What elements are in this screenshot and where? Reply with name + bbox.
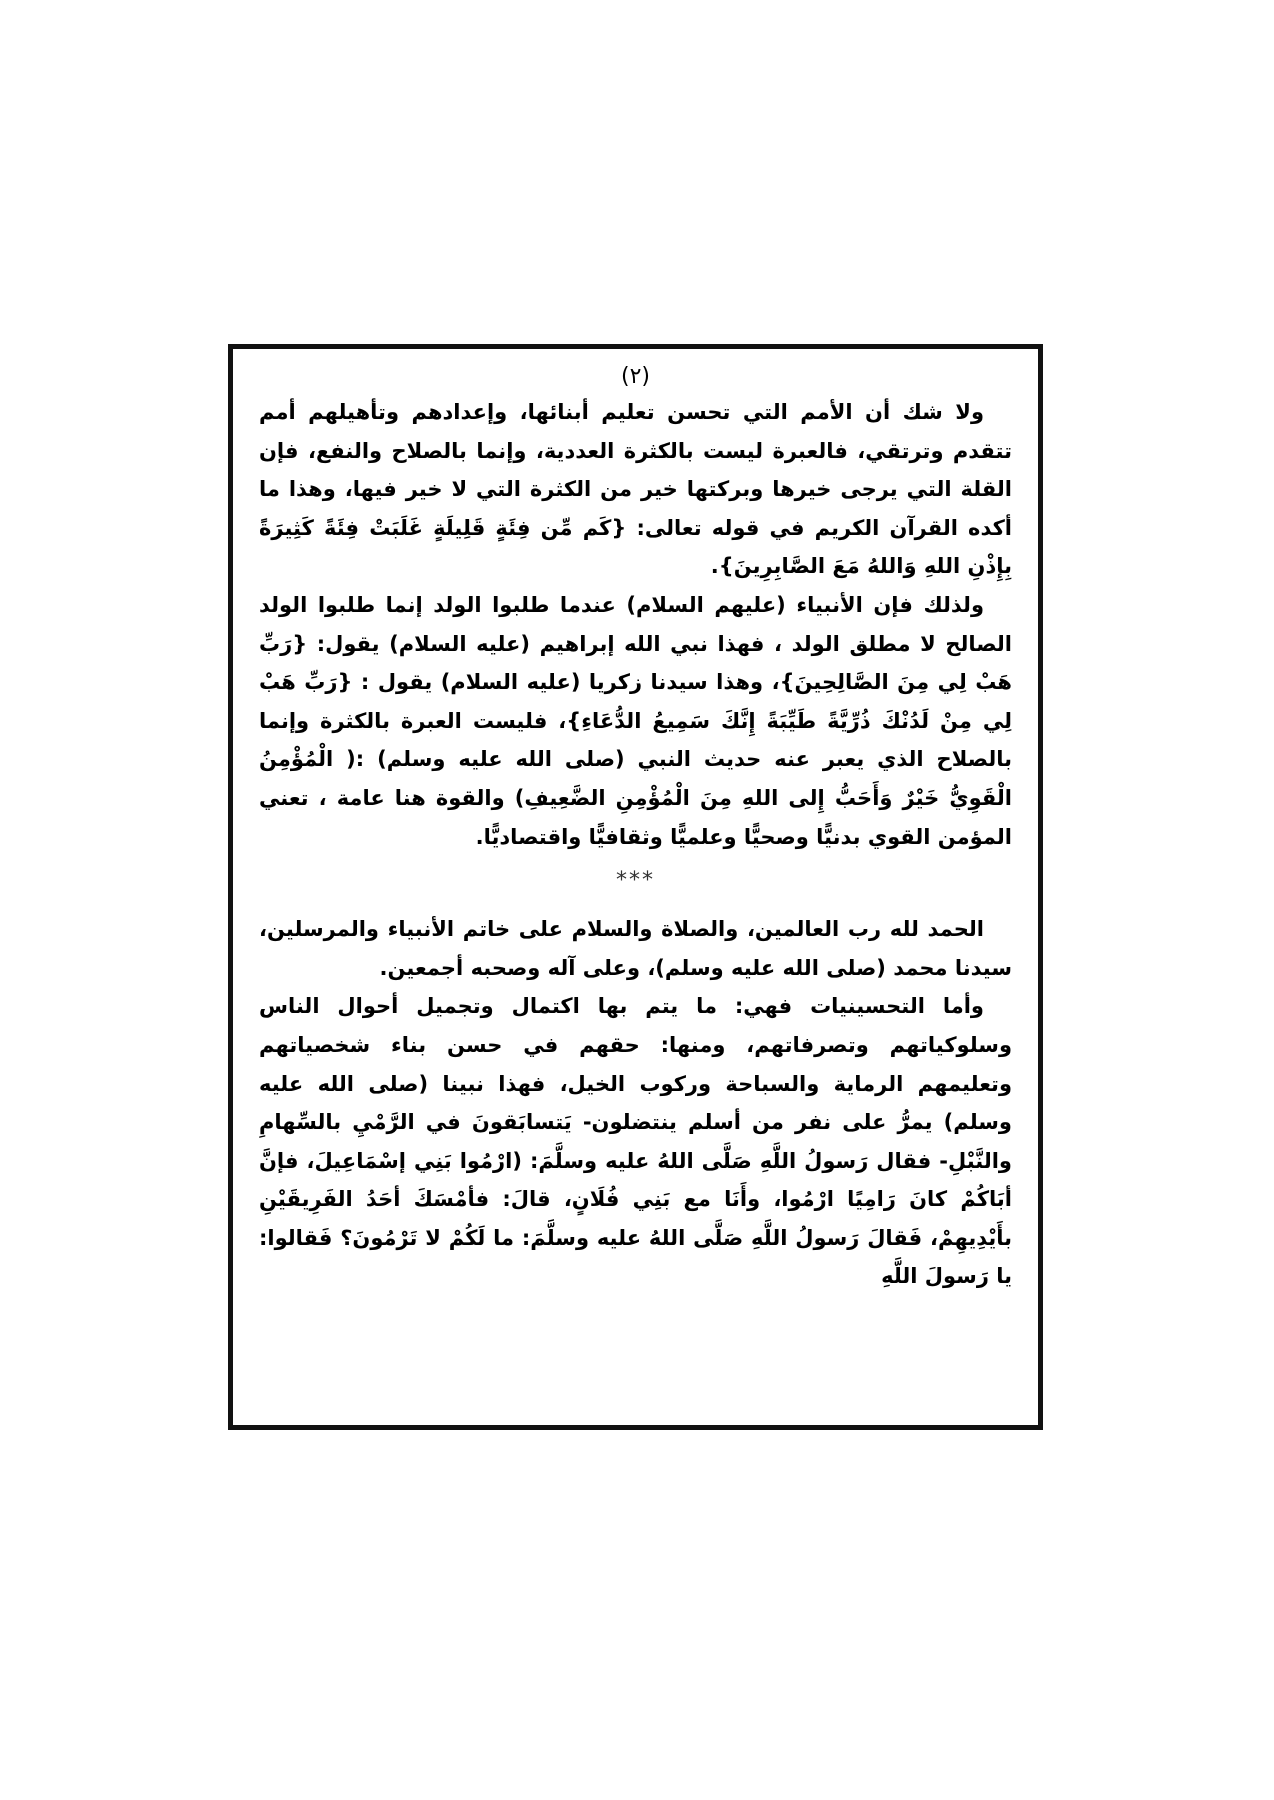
page-number: (٢): [620, 364, 650, 389]
paragraph-2: [259, 586, 1012, 856]
paragraph-1-text: ولا شك أن الأمم التي تحسن تعليم أبنائها، وإعدادهم وتأهيلهم أمم تتقدم وترتقي، فالعبرة ليست بالكثرة العددية، وإنما بالصلاح والنفع، فإن القلة التي يرجى خيرها وبركتها خير من الكثرة التي لا خير فيها، وهذا ما أكده القرآن الكريم في قوله تعالى: {كَم مِّن فِئَةٍ قَلِيلَةٍ غَلَبَتْ فِئَةً كَثِيرَةً بِإِذْنِ اللهِ وَاللهُ مَعَ الصَّابِرِينَ}.: [259, 400, 1012, 579]
paragraph-4: [259, 987, 1012, 1296]
paragraph-2-text: ولذلك فإن الأنبياء (عليهم السلام) عندما طلبوا الولد إنما طلبوا الولد الصالح لا مطلق الولد ، فهذا نبي الله إبراهيم (عليه السلام) يقول: {رَبِّ هَبْ لِي مِنَ الصَّالِحِينَ}، وهذا سيدنا زكريا (عليه السلام) يقول : {رَبِّ هَبْ لِي مِنْ لَدُنْكَ ذُرِّيَّةً طَيِّبَةً إِنَّكَ سَمِيعُ الدُّعَاءِ}، فليست العبرة بالكثرة وإنما بالصلاح الذي يعبر عنه حديث النبي (صلى الله عليه وسلم) :( الْمُؤْمِنُ الْقَوِيُّ خَيْرٌ وَأَحَبُّ إِلى اللهِ مِنَ الْمُؤْمِنِ الضَّعِيفِ) والقوة هنا عامة ، تعني المؤمن القوي بدنيًّا وصحيًّا وعلميًّا وثقافيًّا واقتصاديًّا.: [259, 592, 1012, 849]
page-frame: [228, 344, 1043, 1430]
paragraph-1: [259, 393, 1012, 586]
paragraph-3: [259, 910, 1012, 987]
paragraph-4-text: وأما التحسينيات فهي: ما يتم بها اكتمال وتجميل أحوال الناس وسلوكياتهم وتصرفاتهم، ومنها: حقهم في حسن بناء شخصياتهم وتعليمهم الرماية والسباحة وركوب الخيل، فهذا نبينا (صلى الله عليه وسلم) يمرُّ على نفر من أسلم ينتضلون- يَتسابَقونَ في الرَّمْيِ بالسِّهامِ والنَّبْلِ- فقال رَسولُ اللَّهِ صَلَّى اللهُ عليه وسلَّمَ: (ارْمُوا بَنِي إسْمَاعِيلَ، فإنَّ أبَاكُمْ كانَ رَامِيًا ارْمُوا، وأَنَا مع بَنِي فُلَانٍ، قالَ: فأمْسَكَ أحَدُ الفَرِيقَيْنِ بأَيْدِيهِمْ، فَقالَ رَسولُ اللَّهِ صَلَّى اللهُ عليه وسلَّمَ: ما لَكُمْ لا تَرْمُونَ؟ فَقالوا: يا رَسولَ اللَّهِ: [259, 994, 1012, 1289]
paragraph-3-text: الحمد لله رب العالمين، والصلاة والسلام على خاتم الأنبياء والمرسلين، سيدنا محمد (صلى الله عليه وسلم)، وعلى آله وصحبه أجمعين.: [259, 917, 1012, 980]
section-separator: ***: [616, 868, 655, 894]
